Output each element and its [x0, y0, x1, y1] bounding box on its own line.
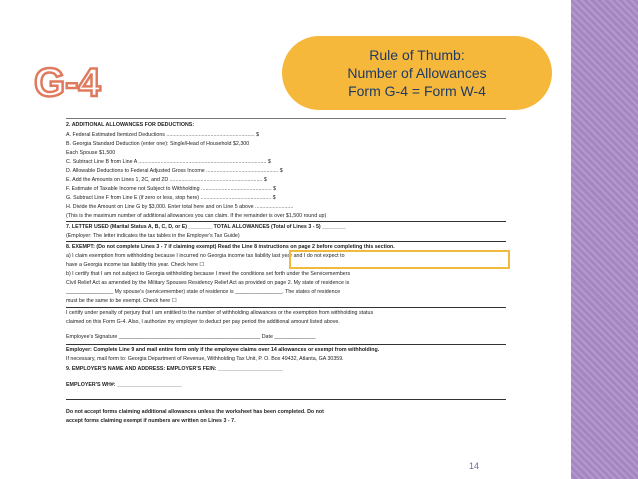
form-row: H. Divide the Amount on Line G by $3,000. Enter total here and on Line 5 above ..........................: [66, 204, 294, 210]
slide-title-text: G-4: [34, 61, 101, 105]
form-row: If necessary, mail form to: Georgia Department of Revenue, Withholding Tax Unit, P. O. Box 49432, Atlanta, GA 30359.: [66, 356, 344, 362]
callout-line-3: Form G-4 = Form W-4: [348, 83, 486, 99]
form-divider: [66, 307, 506, 308]
page-number: 14: [469, 461, 480, 471]
form-row: Civil Relief Act as amended by the Military Spouses Residency Relief Act as provided on page 2. My state of residence is: [66, 280, 350, 286]
total-allowances-highlight: [289, 250, 510, 269]
form-row: 9. EMPLOYER'S NAME AND ADDRESS: EMPLOYER'S FEIN: ______________________: [66, 366, 283, 372]
form-top-rule: [66, 118, 506, 119]
form-row: E. Add the Amounts on Lines 1, 2C, and 2D ............................................................... $: [66, 177, 267, 183]
form-row: Do not accept forms claiming additional allowances unless the worksheet has been completed. Do not: [66, 409, 324, 415]
form-row: 2. ADDITIONAL ALLOWANCES FOR DEDUCTIONS:: [66, 122, 195, 128]
slide-title: [32, 52, 102, 108]
form-row: A. Federal Estimated Itemized Deductions ............................................................ $: [66, 132, 260, 138]
form-row: I certify under penalty of perjury that I am entitled to the number of withholding allowances or the exemption from withholding status: [66, 310, 374, 316]
form-row: Employer: Complete Line 9 and mail entire form only if the employee claims over 14 allowances or exempt from withholding.: [66, 347, 380, 353]
form-row: b) I certify that I am not subject to Georgia withholding because I meet the conditions set forth under the Servicemembers: [66, 271, 351, 277]
form-row: C. Subtract Line B from Line A ....................................................................................... $: [66, 159, 271, 165]
form-row: Each Spouse $1,500: [66, 150, 116, 156]
form-row: 8. EXEMPT: (Do not complete Lines 3 - 7 if claiming exempt) Read the Line 8 instructions on page 2 before completing this section.: [66, 244, 395, 250]
form-row: claimed on this Form G-4. Also, I authorize my employer to deduct per pay period the additional amount listed above.: [66, 319, 340, 325]
callout-line-2: Number of Allowances: [347, 65, 487, 81]
form-row: EMPLOYER'S WH#: ______________________: [66, 382, 182, 388]
form-divider: [66, 399, 506, 400]
form-row: (Employer: The letter indicates the tax tables in the Employer's Tax Guide): [66, 233, 240, 239]
form-row: F. Estimate of Taxable Income not Subject to Withholding ................................................ $: [66, 186, 277, 192]
form-divider: [66, 221, 506, 222]
decorative-side-stripe: [571, 0, 638, 479]
form-row: a) I claim exemption from withholding because I incurred no Georgia income tax liability last year and I do not expect to: [66, 253, 345, 259]
form-divider: [66, 344, 506, 345]
form-row: accept forms claiming exempt if numbers are written on Lines 3 - 7.: [66, 418, 236, 424]
form-row: ________________ My spouse's (servicemember) state of residence is ________________. The states of residence: [66, 289, 341, 295]
form-divider: [66, 241, 506, 242]
form-row: G. Subtract Line F from Line E (if zero or less, stop here) ................................................ $: [66, 195, 276, 201]
form-row: 7. LETTER USED (Marital Status A, B, C, D, or E) ________ TOTAL ALLOWANCES (Total of Lines 3 - 5) ________: [66, 224, 346, 230]
rule-of-thumb-callout: [282, 36, 552, 110]
form-row: D. Allowable Deductions to Federal Adjusted Gross Income ................................................. $: [66, 168, 283, 174]
callout-line-1: Rule of Thumb:: [369, 47, 465, 63]
form-row: (This is the maximum number of additional allowances you can claim. If the remainder is over $1,500 round up): [66, 213, 327, 219]
form-row: have a Georgia income tax liability this year. Check here ☐: [66, 262, 205, 268]
form-row: must be the same to be exempt. Check here ☐: [66, 298, 177, 304]
form-row: Employee's Signature ________________________________________________ Date ______________: [66, 334, 316, 340]
form-row: B. Georgia Standard Deduction (enter one): Single/Head of Household $2,300: [66, 141, 250, 147]
g4-form-image: [66, 118, 506, 463]
